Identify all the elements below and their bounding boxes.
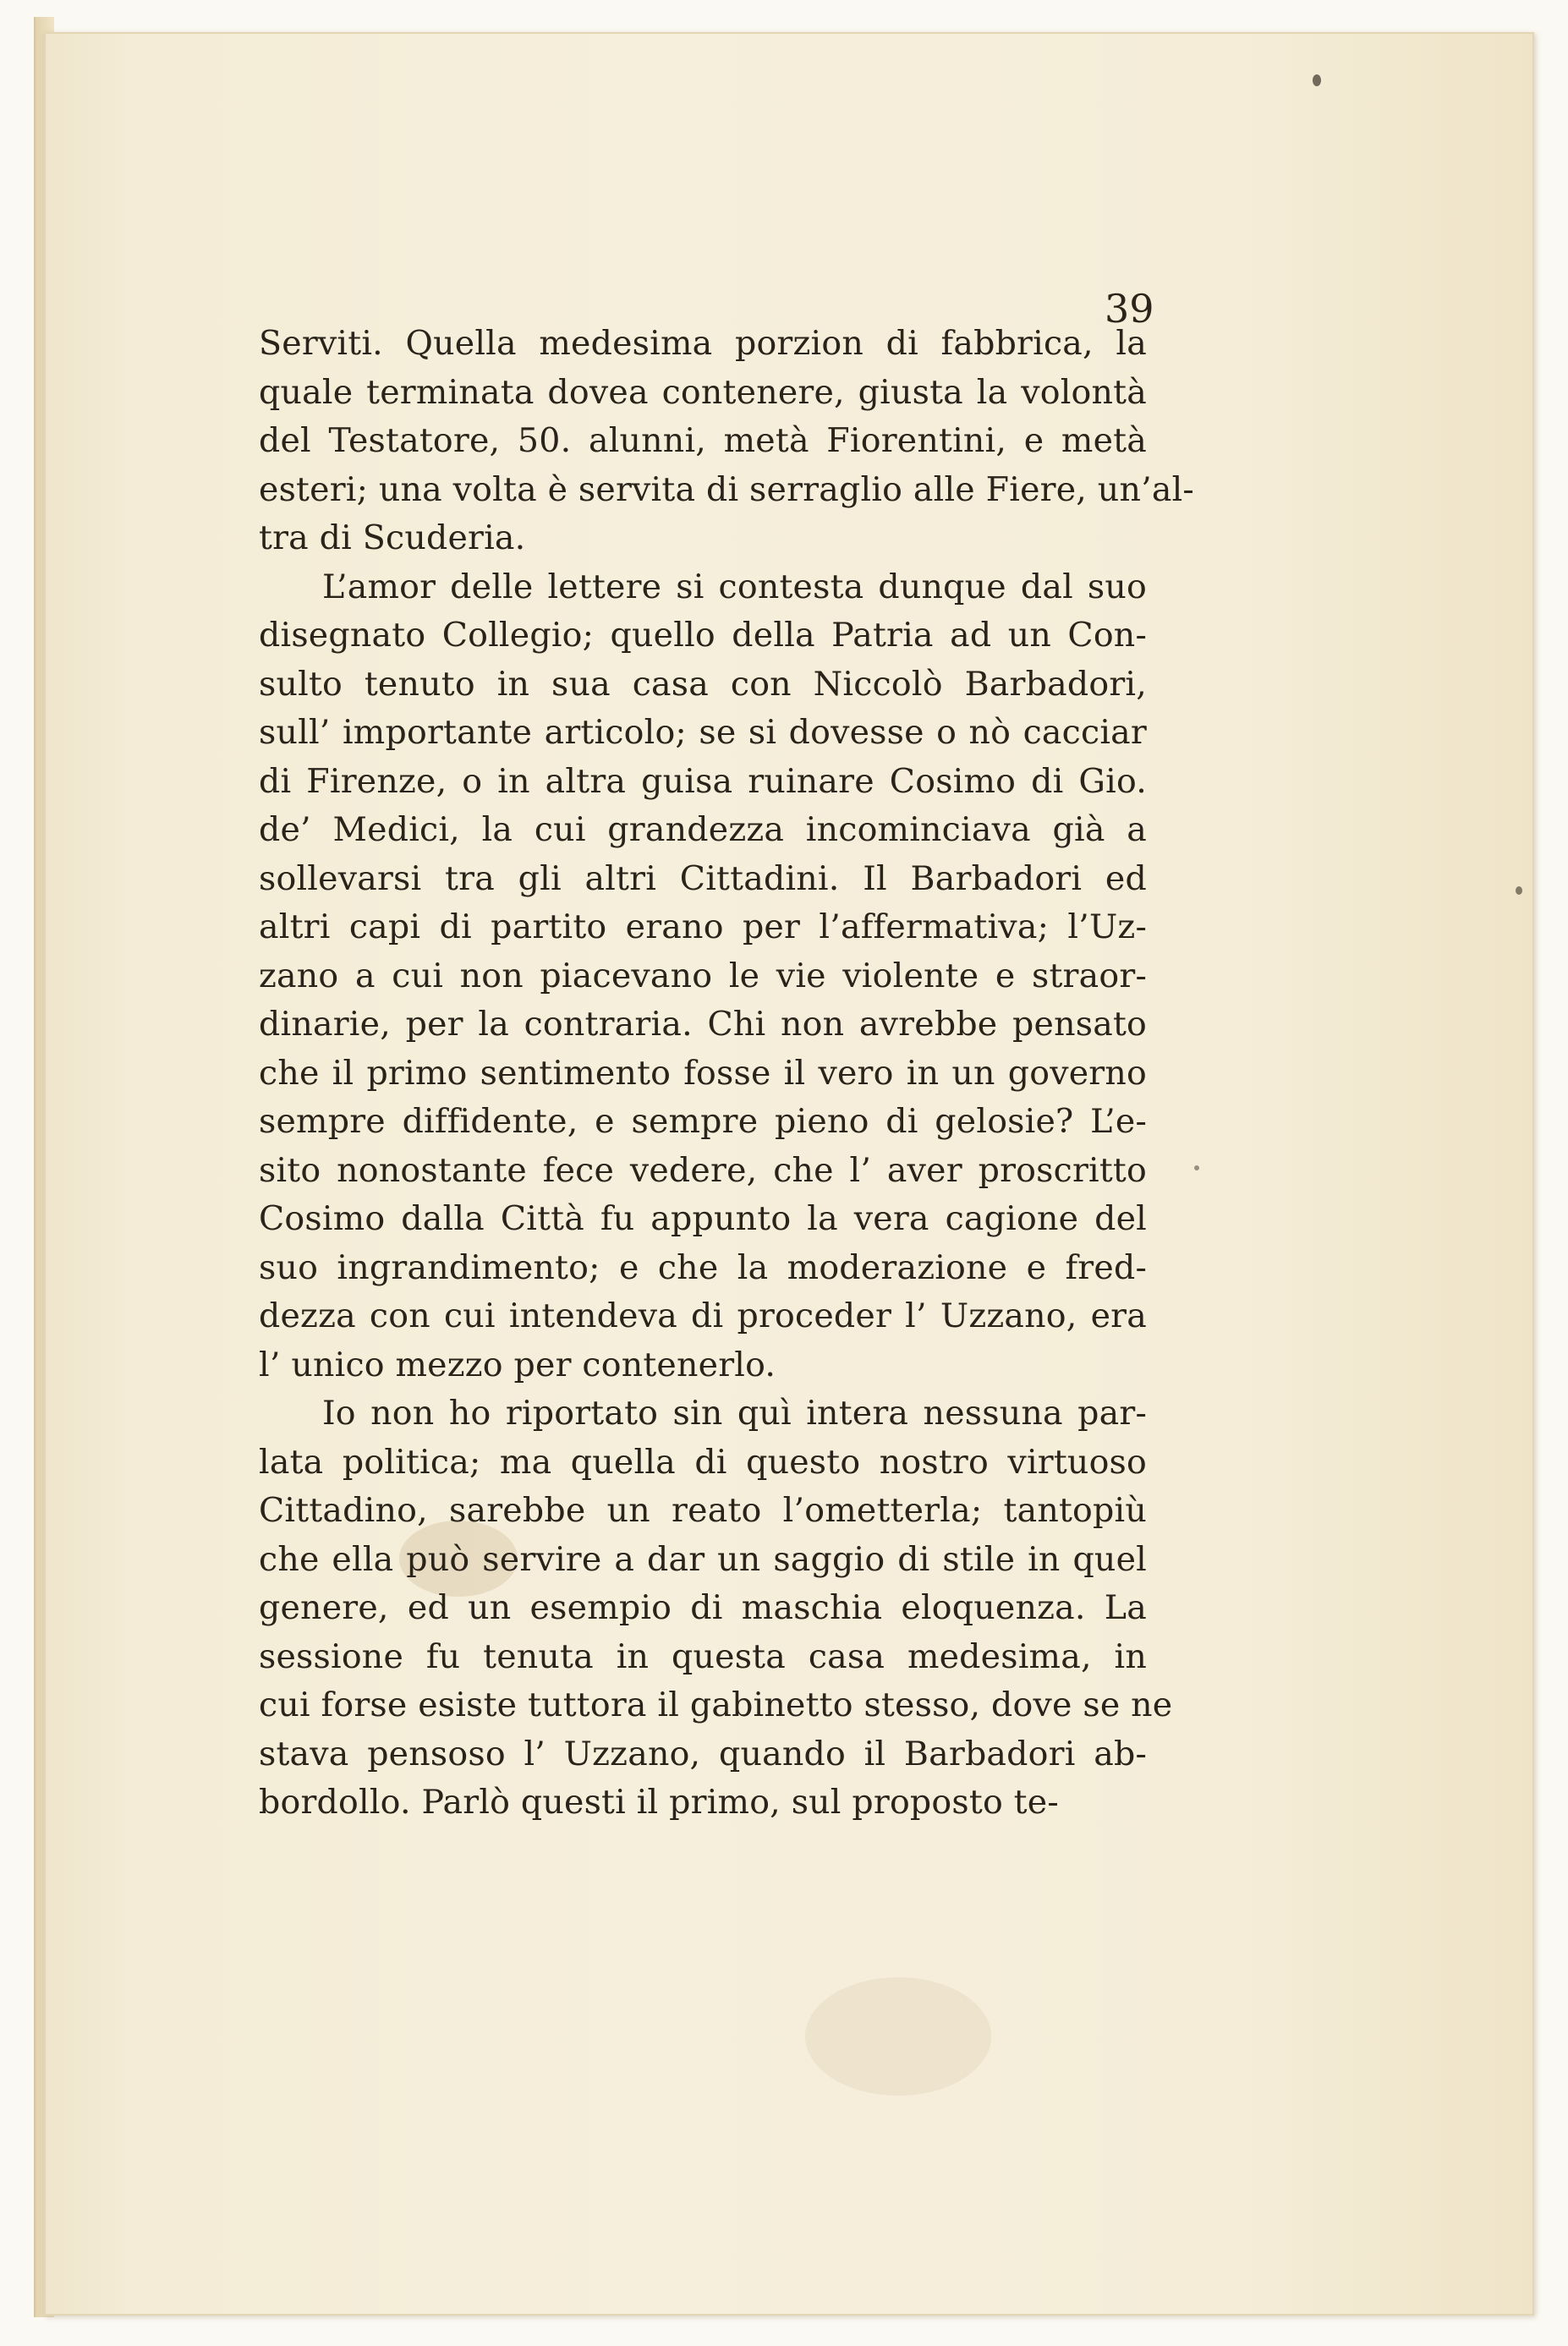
text-line: del Testatore, 50. alunni, metà Fiorentini, e metà	[259, 421, 1147, 460]
text-line: di Firenze, o in altra guisa ruinare Cosimo di Gio.	[259, 761, 1147, 801]
text-line: dinarie, per la contraria. Chi non avrebbe pensato	[259, 1005, 1147, 1044]
text-line: quale terminata dovea contenere, giusta la volontà	[259, 372, 1147, 412]
text-line: sito nonostante fece vedere, che l’ aver proscritto	[259, 1150, 1147, 1190]
paragraph	[259, 320, 1194, 563]
text-line: cui forse esiste tuttora il gabinetto stesso, dove se ne	[259, 1686, 1173, 1724]
text-line: disegnato Collegio; quello della Patria ad un Con-	[259, 616, 1147, 655]
text-line: l’ unico mezzo per contenerlo.	[259, 1345, 776, 1384]
foxing-spot	[1194, 1165, 1199, 1170]
text-line: Io non ho riportato sin quì intera nessuna par-	[322, 1394, 1147, 1433]
text-line: sempre diffidente, e sempre pieno di gelosie? L’e-	[259, 1102, 1147, 1141]
text-line: stava pensoso l’ Uzzano, quando il Barbadori ab-	[259, 1734, 1147, 1773]
foxing-spot	[1516, 886, 1522, 895]
foxing-spot	[1313, 74, 1321, 86]
text-line: Cittadino, sarebbe un reato l’ometterla; tantopiù	[259, 1491, 1147, 1530]
text-line: altri capi di partito erano per l’affermativa; l’Uz-	[259, 907, 1147, 946]
text-line: genere, ed un esempio di maschia eloquenza. La	[259, 1588, 1147, 1627]
body-text	[259, 320, 1194, 1828]
text-line: esteri; una volta è servita di serraglio alle Fiere, un’al-	[259, 469, 1194, 509]
page-number: 39	[1105, 286, 1154, 332]
text-line: sull’ importante articolo; se si dovesse o nò cacciar	[259, 713, 1147, 752]
text-line: lata politica; ma quella di questo nostro virtuoso	[259, 1442, 1147, 1482]
paragraph	[259, 563, 1147, 1390]
text-line: bordollo. Parlò questi il primo, sul proposto te-	[259, 1783, 1059, 1822]
text-line: che il primo sentimento fosse il vero in un governo	[259, 1053, 1147, 1093]
text-line: sulto tenuto in sua casa con Niccolò Barbadori,	[259, 664, 1147, 704]
text-line: suo ingrandimento; e che la moderazione e fred-	[259, 1247, 1147, 1287]
paragraph	[259, 1390, 1173, 1828]
text-line: dezza con cui intendeva di proceder l’ Uzzano, era	[259, 1296, 1147, 1335]
text-line: che ella può servire a dar un saggio di stile in quel	[259, 1539, 1147, 1579]
foxing-spot	[805, 1977, 991, 2096]
text-line: sessione fu tenuta in questa casa medesima, in	[259, 1636, 1147, 1676]
text-line: de’ Medici, la cui grandezza incominciava già a	[259, 810, 1147, 849]
text-line: tra di Scuderia.	[259, 518, 526, 557]
text-line: L’amor delle lettere si contesta dunque dal suo	[322, 567, 1147, 606]
text-line: zano a cui non piacevano le vie violente e straor-	[259, 956, 1147, 995]
text-line: Serviti. Quella medesima porzion di fabbrica, la	[259, 324, 1147, 363]
text-line: Cosimo dalla Città fu appunto la vera cagione del	[259, 1199, 1147, 1238]
text-line: sollevarsi tra gli altri Cittadini. Il Barbadori ed	[259, 858, 1147, 898]
